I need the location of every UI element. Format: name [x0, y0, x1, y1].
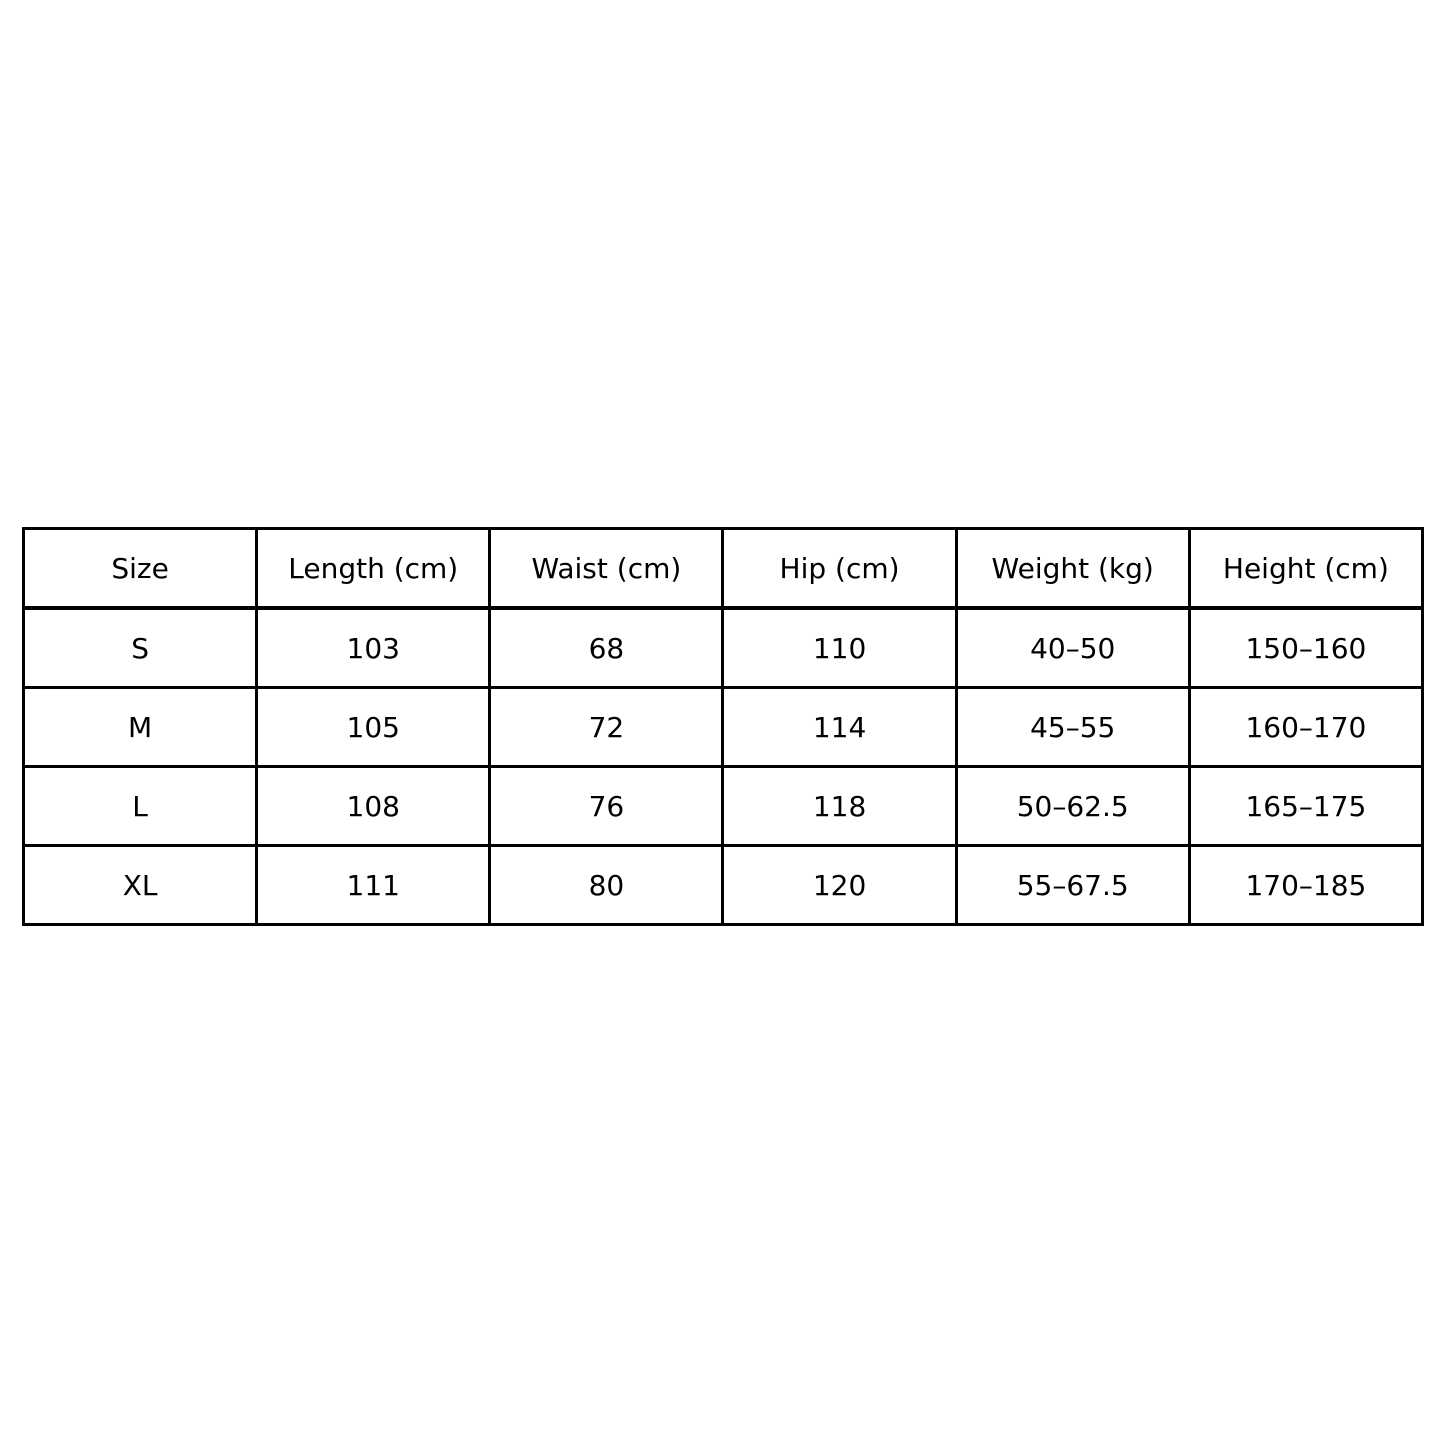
table-cell: 120 — [723, 846, 956, 925]
table-cell: 114 — [723, 688, 956, 767]
header-cell-length: Length (cm) — [257, 529, 490, 609]
header-cell-height: Height (cm) — [1189, 529, 1422, 609]
header-cell-size: Size — [24, 529, 257, 609]
table-cell: 110 — [723, 608, 956, 688]
table-cell: 111 — [257, 846, 490, 925]
table-row-s — [24, 608, 1423, 688]
table-cell: M — [24, 688, 257, 767]
table-cell: 68 — [490, 608, 723, 688]
table-cell: 165–175 — [1189, 767, 1422, 846]
header-cell-hip: Hip (cm) — [723, 529, 956, 609]
table-cell: 103 — [257, 608, 490, 688]
size-chart-table — [22, 527, 1424, 926]
header-cell-weight: Weight (kg) — [956, 529, 1189, 609]
table-cell: 80 — [490, 846, 723, 925]
table-cell: S — [24, 608, 257, 688]
table-cell: L — [24, 767, 257, 846]
table-cell: 170–185 — [1189, 846, 1422, 925]
table-cell: 45–55 — [956, 688, 1189, 767]
table-cell: 55–67.5 — [956, 846, 1189, 925]
table-row-m — [24, 688, 1423, 767]
table-cell: 40–50 — [956, 608, 1189, 688]
table-cell: 118 — [723, 767, 956, 846]
table-cell: 108 — [257, 767, 490, 846]
table-cell: 50–62.5 — [956, 767, 1189, 846]
table-cell: 105 — [257, 688, 490, 767]
header-cell-waist: Waist (cm) — [490, 529, 723, 609]
table-cell: 160–170 — [1189, 688, 1422, 767]
table-row-l — [24, 767, 1423, 846]
header-row — [24, 529, 1423, 609]
table-cell: XL — [24, 846, 257, 925]
table-cell: 76 — [490, 767, 723, 846]
size-chart-container — [22, 527, 1424, 926]
table-body — [24, 608, 1423, 925]
table-header — [24, 529, 1423, 609]
table-cell: 150–160 — [1189, 608, 1422, 688]
table-row-xl — [24, 846, 1423, 925]
table-cell: 72 — [490, 688, 723, 767]
